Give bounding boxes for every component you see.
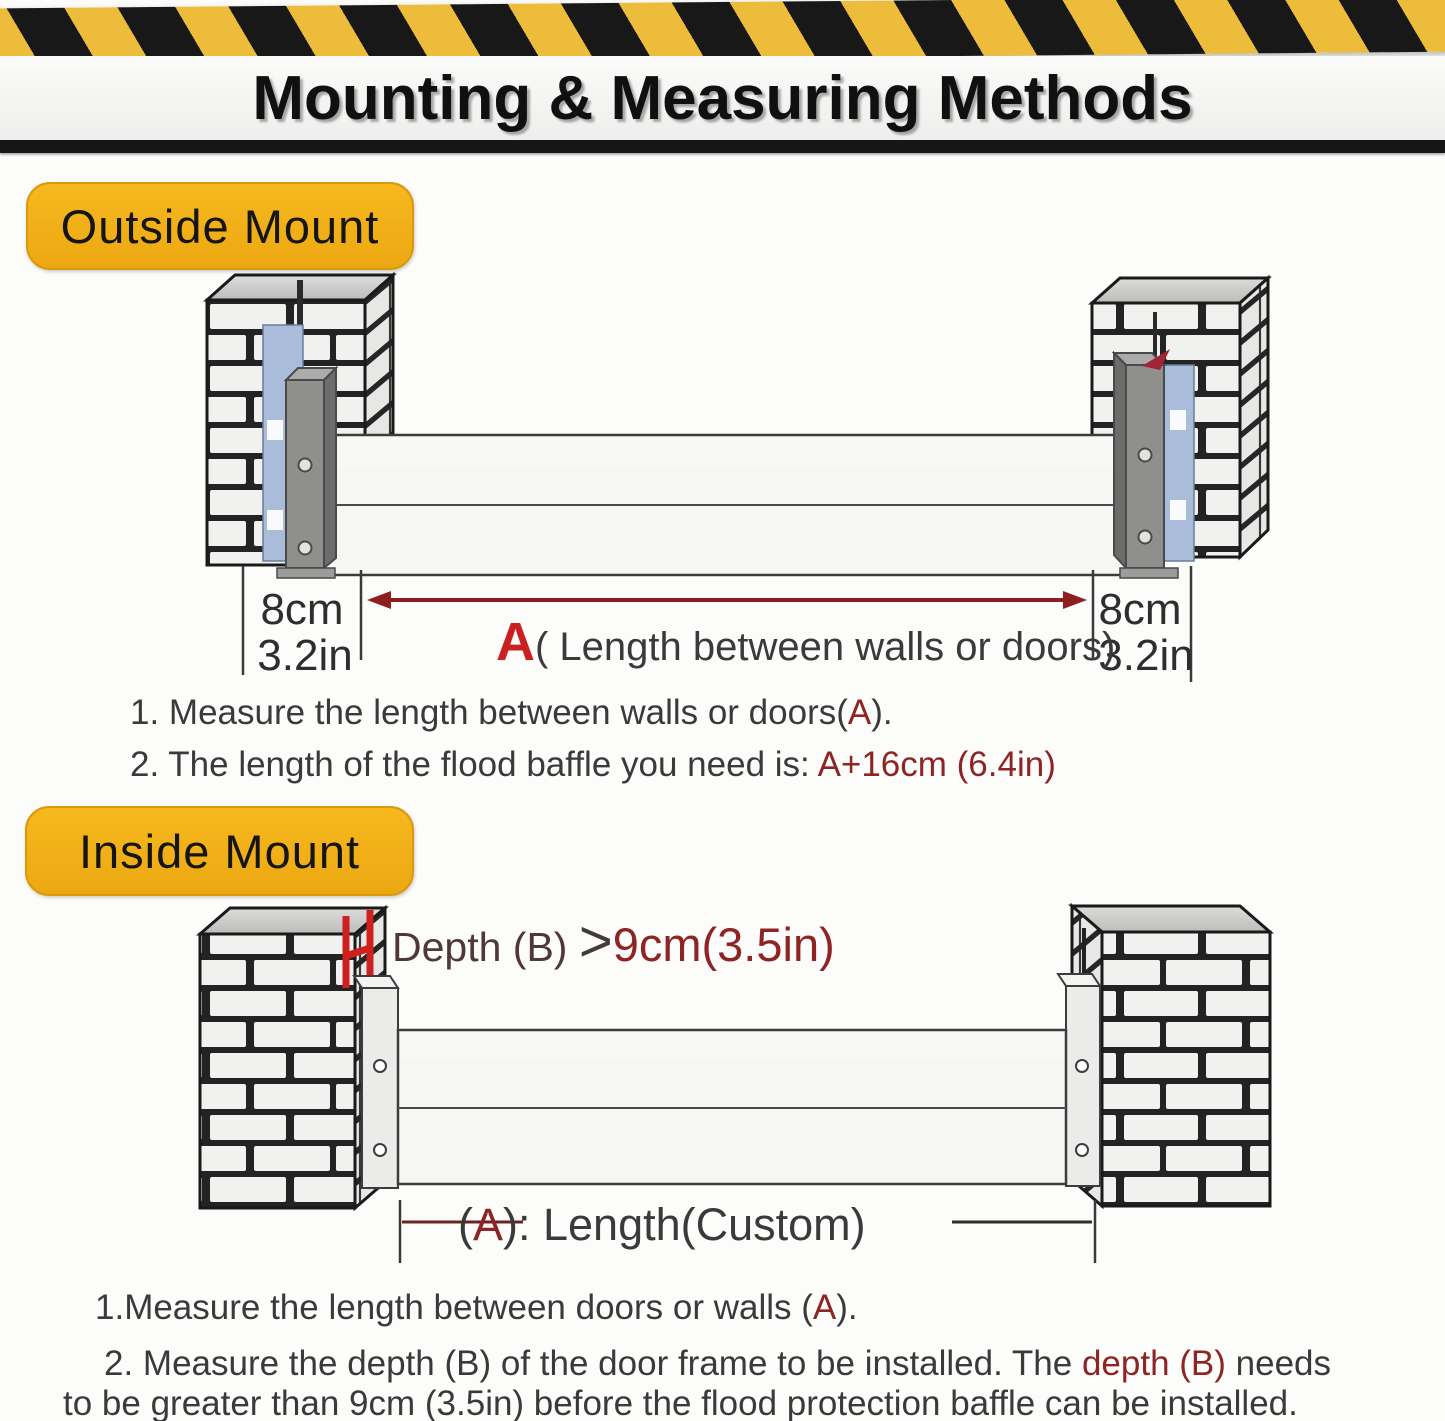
title-divider-bar	[0, 140, 1445, 153]
inside-step-2-line2: to be greater than 9cm (3.5in) before the flood protection baffle can be installed.	[63, 1384, 1298, 1421]
seal-strip-right	[1164, 365, 1194, 561]
inside-step-2-line1: 2. Measure the depth (B) of the door frame to be installed. The depth (B) needs	[104, 1344, 1332, 1383]
outside-step-1: 1. Measure the length between walls or doors(A).	[130, 693, 893, 732]
span-label: A( Length between walls or doors)	[496, 612, 1116, 672]
right-pillar	[1072, 906, 1270, 1206]
gap-dimension-left	[243, 566, 361, 680]
inside-mount-badge	[25, 806, 414, 896]
span-dimension-arrow	[367, 591, 1087, 609]
flood-barrier	[324, 435, 1128, 575]
inside-mount-label: Inside Mount	[78, 824, 361, 878]
svg-text:3.2in: 3.2in	[257, 631, 353, 680]
outside-mount-label: Outside Mount	[60, 199, 380, 253]
hazard-stripe-banner	[0, 0, 1445, 64]
mounting-bracket-left	[277, 368, 336, 578]
outside-mount-diagram	[0, 270, 1445, 690]
depth-note: Depth (B) >9cm(3.5in)	[392, 909, 835, 974]
outside-step-2: 2. The length of the flood baffle you need is: A+16cm (6.4in)	[130, 745, 1056, 784]
outside-mount-badge	[26, 182, 414, 270]
svg-text:8cm: 8cm	[260, 585, 344, 634]
svg-text:8cm: 8cm	[1098, 585, 1182, 634]
title-band	[0, 56, 1445, 140]
flood-barrier	[398, 1030, 1066, 1184]
page-title: Mounting & Measuring Methods	[252, 63, 1193, 133]
svg-text:3.2in: 3.2in	[1098, 631, 1194, 680]
length-note: (A): Length(Custom)	[458, 1199, 866, 1250]
inside-step-1: 1.Measure the length between doors or walls (A).	[95, 1288, 858, 1327]
inside-mount-diagram	[0, 895, 1445, 1295]
